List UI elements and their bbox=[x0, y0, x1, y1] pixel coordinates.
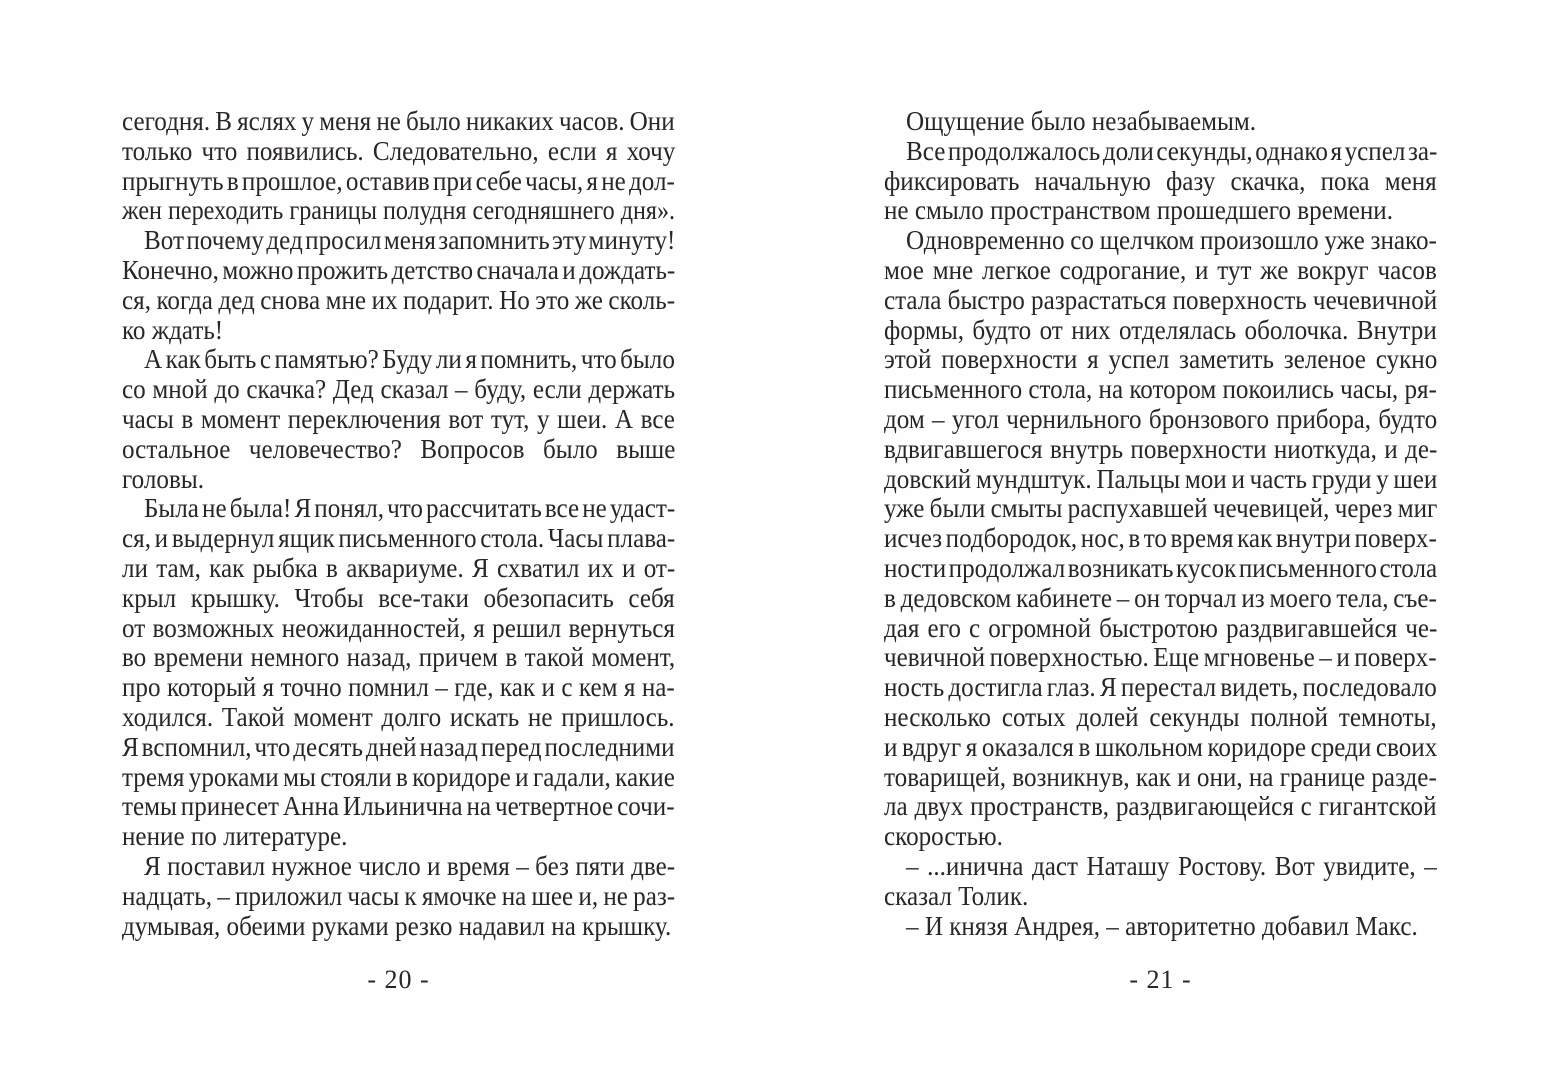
text-line bbox=[884, 345, 1437, 375]
text-line bbox=[122, 375, 675, 405]
text-line bbox=[122, 763, 675, 793]
text-line bbox=[122, 792, 675, 822]
text-line-content: головы. bbox=[122, 463, 204, 494]
text-line bbox=[122, 703, 675, 733]
text-line-content: скоростью. bbox=[884, 821, 1003, 852]
text-line-content: ность достигла глаз. Я перестал видеть, последовало bbox=[884, 672, 1437, 703]
text-line-content: исчез подбородок, нос, в то время как внутри поверх- bbox=[884, 523, 1437, 554]
text-line bbox=[122, 912, 675, 942]
text-line bbox=[122, 882, 675, 912]
text-line bbox=[122, 554, 675, 584]
text-line-content: про который я точно помнил – где, как и с кем я на- bbox=[122, 672, 675, 703]
text-line-content: товарищей, возникнув, как и они, на границе разде- bbox=[884, 761, 1437, 792]
text-line-content: мое мне легкое содрогание, и тут же вокруг часов bbox=[884, 254, 1437, 285]
text-line-content: ся, и выдернул ящик письменного стола. Часы плава- bbox=[122, 523, 676, 554]
book-page-right bbox=[884, 107, 1437, 1027]
text-line bbox=[884, 643, 1437, 673]
text-line-content: Конечно, можно прожить детство сначала и дождать- bbox=[122, 254, 676, 285]
text-line bbox=[122, 643, 675, 673]
text-line bbox=[122, 733, 675, 763]
text-line bbox=[122, 107, 675, 137]
text-line-content: уже были смыты распухавшей чечевицей, через миг bbox=[884, 493, 1438, 524]
text-line-content: чевичной поверхностью. Еще мгновенье – и поверх- bbox=[884, 642, 1437, 673]
text-line-content: в дедовском кабинете – он торчал из моего тела, съе- bbox=[884, 582, 1437, 613]
text-line-content: и вдруг я оказался в школьном коридоре среди своих bbox=[884, 731, 1438, 762]
text-line bbox=[122, 852, 675, 882]
text-line-content: ходился. Такой момент долго искать не пришлось. bbox=[122, 701, 675, 732]
text-line-content: от возможных неожиданностей, я решил вернуться bbox=[122, 612, 675, 643]
text-line-content: остальное человечество? Вопросов было выше bbox=[122, 433, 676, 464]
text-line-content: крыл крышку. Чтобы все-таки обезопасить себя bbox=[122, 582, 675, 613]
text-line-content: ли там, как рыбка в аквариуме. Я схватил их и от- bbox=[122, 552, 676, 583]
page-number: - 21 - bbox=[1129, 965, 1192, 994]
text-line-content: сказал Толик. bbox=[884, 880, 1029, 911]
text-line-content: Все продолжалось доли секунды, однако я успел за- bbox=[906, 135, 1438, 166]
text-line bbox=[884, 584, 1437, 614]
page-number: - 20 - bbox=[367, 965, 430, 994]
text-line bbox=[884, 792, 1437, 822]
text-line bbox=[122, 196, 675, 226]
text-line-content: темы принесет Анна Ильинична на четвертное сочи- bbox=[122, 791, 675, 822]
text-line bbox=[122, 167, 675, 197]
text-line bbox=[122, 345, 675, 375]
text-line bbox=[884, 852, 1437, 882]
text-line bbox=[884, 912, 1437, 942]
text-line-content: нение по литературе. bbox=[122, 821, 348, 852]
text-line bbox=[884, 703, 1437, 733]
text-line bbox=[122, 405, 675, 435]
text-line-content: думывая, обеими руками резко надавил на крышку. bbox=[122, 910, 672, 941]
text-line bbox=[884, 286, 1437, 316]
text-line bbox=[884, 107, 1437, 137]
text-line bbox=[884, 763, 1437, 793]
text-line-content: формы, будто от них отделялась оболочка. Внутри bbox=[884, 314, 1437, 345]
text-line-content: ся, когда дед снова мне их подарит. Но это же сколь- bbox=[122, 284, 676, 315]
text-line-content: со мной до скачка? Дед сказал – буду, если держать bbox=[122, 374, 676, 405]
text-line-content: несколько сотых долей секунды полной темноты, bbox=[884, 701, 1437, 732]
text-line-content: этой поверхности я успел заметить зеленое сукно bbox=[884, 344, 1438, 375]
text-line-content: Ощущение было незабываемым. bbox=[906, 106, 1257, 136]
text-line bbox=[122, 435, 675, 465]
text-line bbox=[884, 435, 1437, 465]
book-page-left bbox=[122, 107, 675, 1027]
text-line bbox=[884, 822, 1437, 852]
text-line bbox=[122, 286, 675, 316]
text-line-content: во времени немного назад, причем в такой момент, bbox=[122, 642, 676, 673]
text-line-content: – И князя Андрея, – авторитетно добавил Макс. bbox=[906, 910, 1418, 941]
text-line bbox=[122, 256, 675, 286]
text-line-content: стала быстро разрастаться поверхность чечевичной bbox=[884, 284, 1438, 315]
text-line bbox=[884, 256, 1437, 286]
text-line bbox=[884, 733, 1437, 763]
text-line bbox=[122, 614, 675, 644]
text-line-content: ко ждать! bbox=[122, 314, 224, 345]
text-line-content: Я поставил нужное число и время – без пяти две- bbox=[144, 850, 676, 881]
text-line bbox=[884, 465, 1437, 495]
text-line-content: дая его с огромной быстротою раздвигавшейся че- bbox=[884, 612, 1438, 643]
text-line bbox=[122, 524, 675, 554]
text-line bbox=[884, 614, 1437, 644]
text-line-content: довский мундштук. Пальцы мои и часть груди у шеи bbox=[884, 463, 1438, 494]
text-line-content: прыгнуть в прошлое, оставив при себе часы, я не дол- bbox=[122, 165, 675, 196]
text-line-content: надцать, – приложил часы к ямочке на шее и, не раз- bbox=[122, 880, 676, 911]
text-line-content: – ...инична даст Наташу Ростову. Вот увидите, – bbox=[906, 850, 1437, 881]
text-line-content: Вот почему дед просил меня запомнить эту минуту! bbox=[144, 225, 676, 256]
text-line-content: ла двух пространств, раздвигающейся с гигантской bbox=[884, 791, 1437, 822]
text-line bbox=[884, 494, 1437, 524]
text-line bbox=[884, 226, 1437, 256]
text-line-content: дом – угол чернильного бронзового прибора, будто bbox=[884, 403, 1438, 434]
text-line bbox=[122, 465, 675, 495]
text-line-content: сегодня. В яслях у меня не было никаких часов. Они bbox=[122, 106, 675, 136]
text-line-content: Я вспомнил, что десять дней назад перед последними bbox=[122, 731, 675, 762]
text-line-content: только что появились. Следовательно, если я хочу bbox=[122, 135, 676, 166]
text-line-content: жен переходить границы полудня сегодняшнего дня». bbox=[122, 195, 676, 226]
text-line-content: А как быть с памятью? Буду ли я помнить, что было bbox=[144, 344, 675, 375]
text-line-content: письменного стола, на котором покоились часы, ря- bbox=[884, 374, 1437, 405]
text-line bbox=[884, 316, 1437, 346]
text-line-content: не смыло пространством прошедшего времени. bbox=[884, 195, 1394, 226]
text-line bbox=[884, 405, 1437, 435]
text-line bbox=[122, 316, 675, 346]
text-line bbox=[884, 196, 1437, 226]
text-line bbox=[122, 226, 675, 256]
text-line bbox=[884, 882, 1437, 912]
text-line bbox=[884, 375, 1437, 405]
text-line bbox=[122, 673, 675, 703]
text-line bbox=[122, 584, 675, 614]
text-line bbox=[884, 554, 1437, 584]
text-line bbox=[122, 494, 675, 524]
text-line bbox=[884, 673, 1437, 703]
text-line bbox=[122, 822, 675, 852]
text-line bbox=[884, 524, 1437, 554]
text-line-content: вдвигавшегося внутрь поверхности ниоткуда, и де- bbox=[884, 433, 1438, 464]
text-line-content: Одновременно со щелчком произошло уже знако- bbox=[906, 225, 1437, 256]
text-line bbox=[122, 137, 675, 167]
text-line-content: тремя уроками мы стояли в коридоре и гадали, какие bbox=[122, 761, 675, 792]
text-line-content: ности продолжал возникать кусок письменного стола bbox=[884, 552, 1438, 583]
text-line-content: Была не была! Я понял, что рассчитать все не удаст- bbox=[144, 493, 676, 524]
text-line bbox=[884, 167, 1437, 197]
text-line-content: фиксировать начальную фазу скачка, пока меня bbox=[884, 165, 1437, 196]
text-line-content: часы в момент переключения вот тут, у шеи. А все bbox=[122, 403, 675, 434]
text-line bbox=[884, 137, 1437, 167]
